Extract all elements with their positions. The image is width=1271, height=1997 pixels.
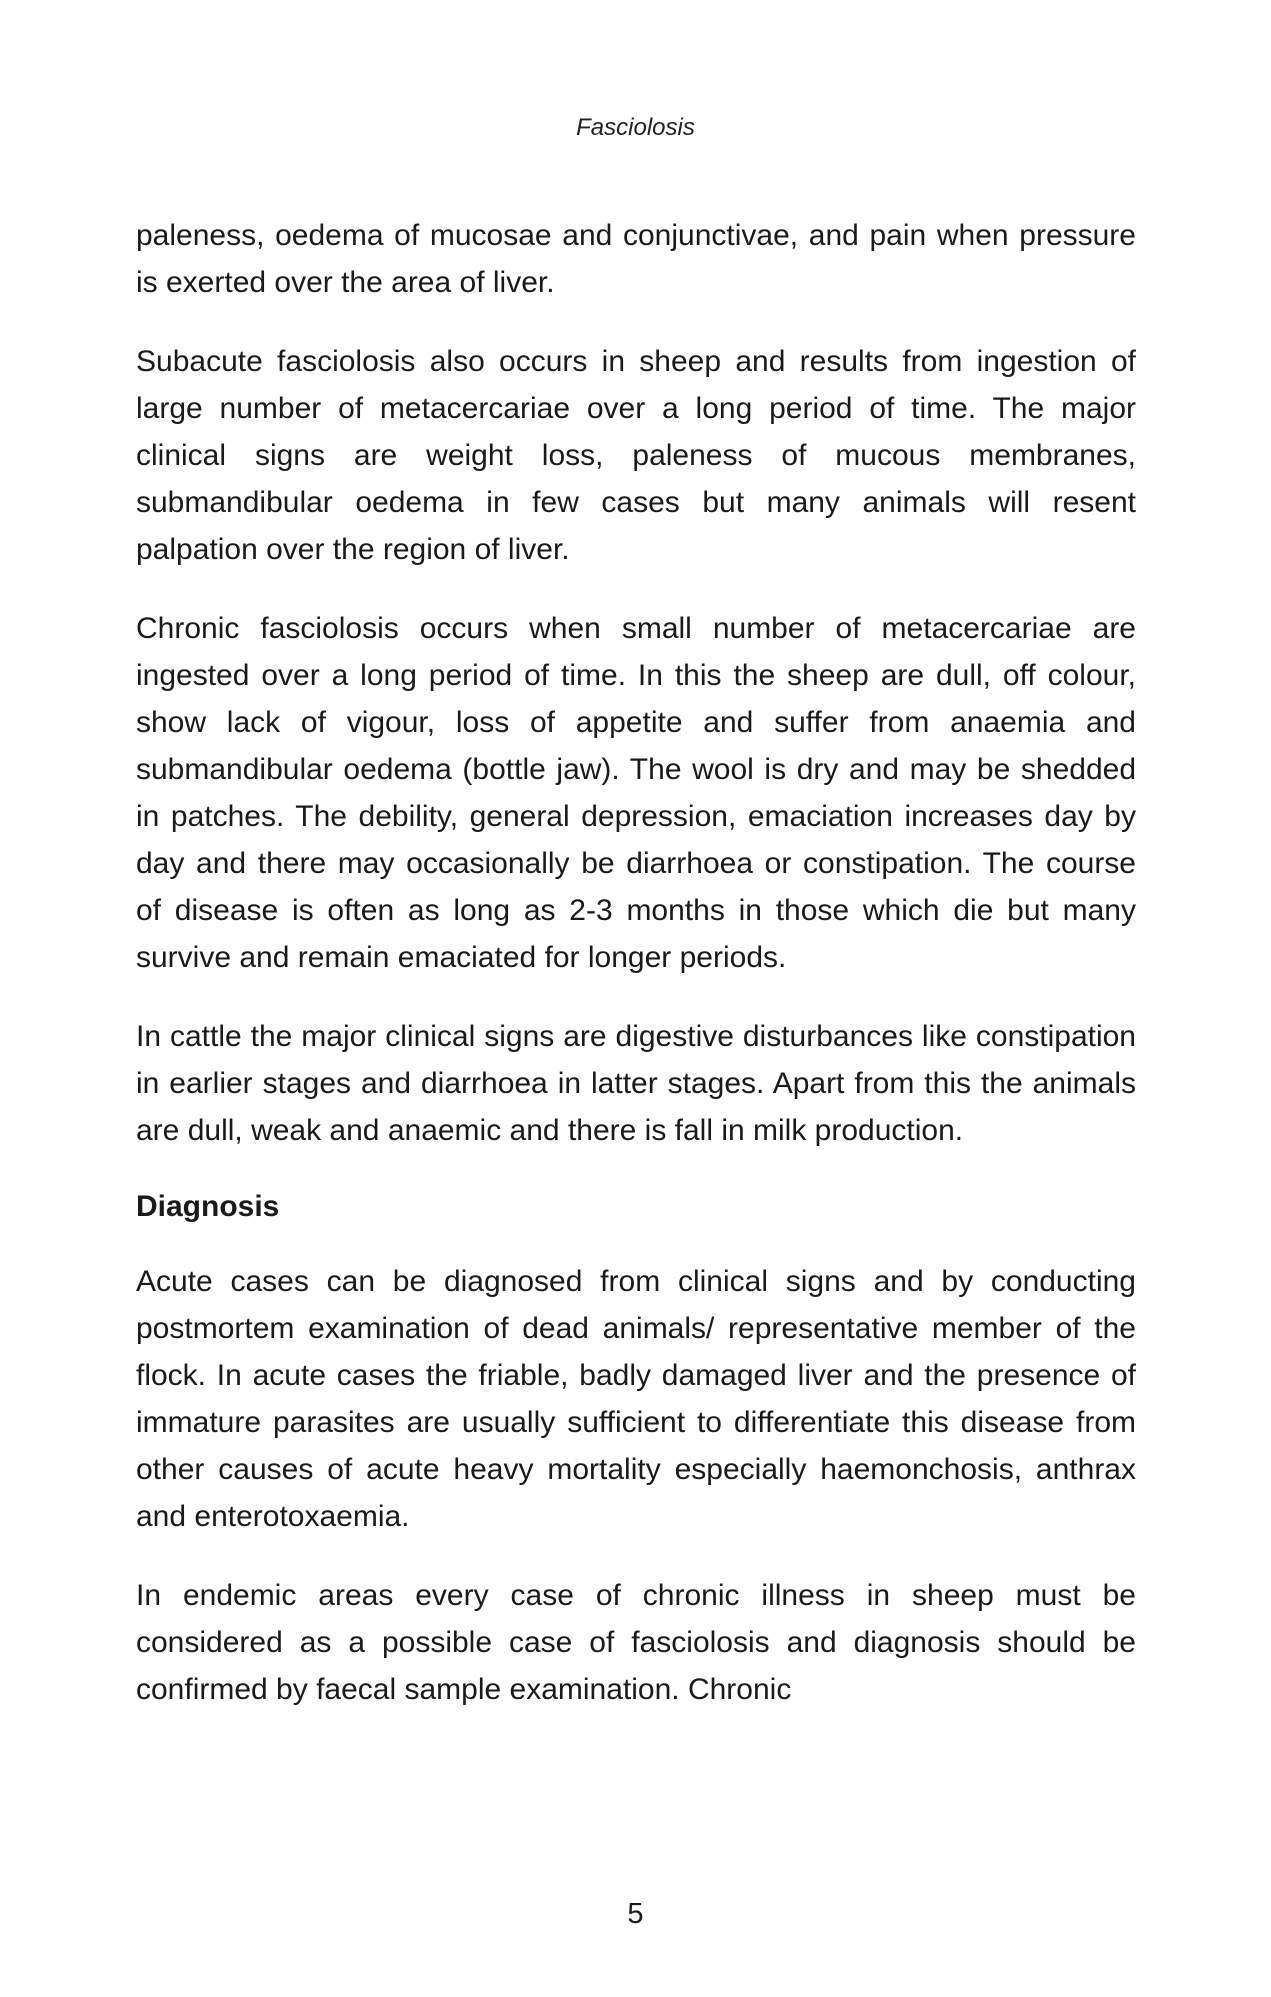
paragraph-endemic-diagnosis: In endemic areas every case of chronic illness in sheep must be considered as a possible case of fasciolosis and diagnosis should be confirmed by faecal sample examination. Chronic (136, 1579, 1136, 1706)
paragraph-chronic: Chronic fasciolosis occurs when small number of metacercariae are ingested over a long period of time. In this the sheep are dull, off colour, show lack of vigour, loss of appetite and suffer from anaemia and submandibular oedema (bottle jaw). The wool is dry and may be shedded in patches. The debility, general depression, emaciation increases day by day and there may occasionally be diarrhoea or constipation. The course of disease is often as long as 2-3 months in those which die but many survive and remain emaciated for longer periods. (136, 612, 1136, 974)
paragraph-cattle: In cattle the major clinical signs are digestive disturbances like constipation in earlier stages and diarrhoea in latter stages. Apart from this the animals are dull, weak and anaemic and there is fall in milk production. (136, 1020, 1136, 1147)
paragraph-acute-diagnosis: Acute cases can be diagnosed from clinical signs and by conducting postmortem examination of dead animals/ representative member of the flock. In acute cases the friable, badly damaged liver and the presence of immature parasites are usually sufficient to differentiate this disease from other causes of acute heavy mortality especially haemonchosis, anthrax and enterotoxaemia. (136, 1265, 1136, 1533)
body-text (136, 212, 1136, 1745)
section-heading-diagnosis: Diagnosis (136, 1190, 280, 1223)
paragraph-liver-pain: paleness, oedema of mucosae and conjunctivae, and pain when pressure is exerted over the area of liver. (136, 219, 1136, 299)
paragraph-subacute: Subacute fasciolosis also occurs in sheep and results from ingestion of large number of metacercariae over a long period of time. The major clinical signs are weight loss, paleness of mucous membranes, submandibular oedema in few cases but many animals will resent palpation over the region of liver. (136, 345, 1136, 566)
page-number: 5 (627, 1898, 644, 1930)
running-header: Fasciolosis (576, 114, 695, 141)
